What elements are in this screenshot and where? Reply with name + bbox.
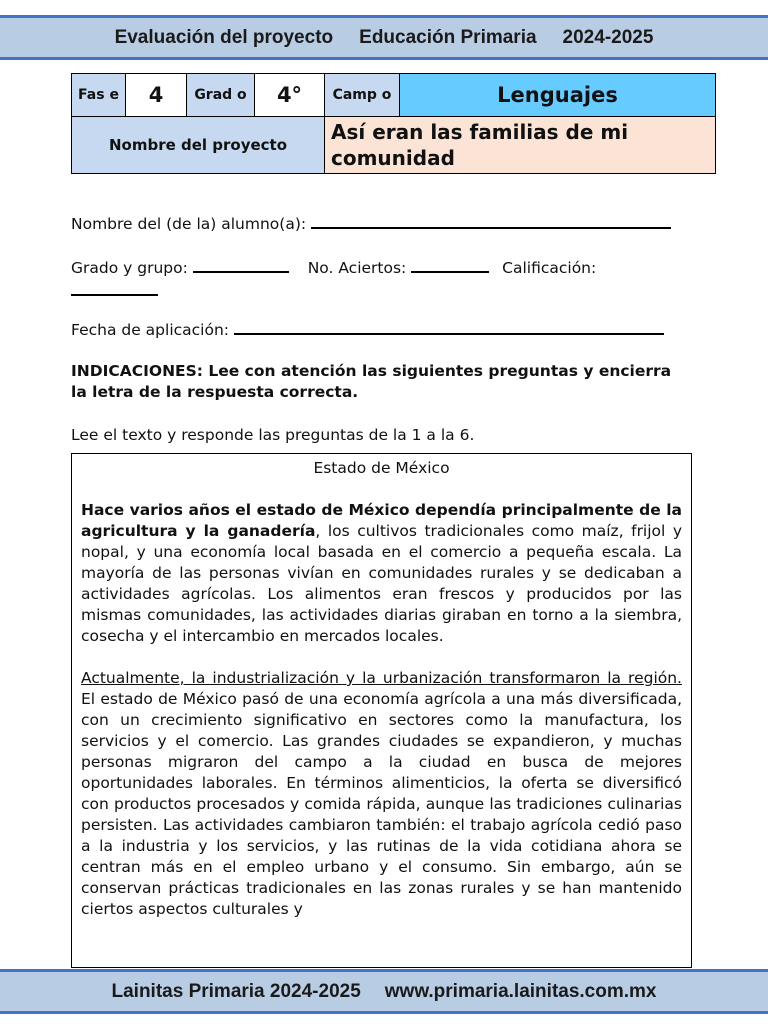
proyecto-value: Así eran las familias de mi comunidad bbox=[325, 117, 716, 174]
footer-band bbox=[0, 969, 768, 1014]
proyecto-label: Nombre del proyecto bbox=[72, 117, 325, 174]
header-band bbox=[0, 15, 768, 60]
grado-grupo-label: Grado y grupo: bbox=[71, 259, 188, 277]
reading-prompt: Lee el texto y responde las preguntas de la 1 a la 6. bbox=[71, 426, 475, 444]
project-info-table bbox=[71, 73, 716, 174]
header-year: 2024-2025 bbox=[562, 26, 654, 48]
footer-site-name: Lainitas Primaria 2024-2025 bbox=[111, 980, 361, 1002]
fecha-field[interactable] bbox=[234, 319, 664, 335]
calificacion-field[interactable] bbox=[71, 280, 158, 296]
reading-text-box bbox=[71, 453, 692, 968]
fecha-label: Fecha de aplicación: bbox=[71, 321, 230, 339]
grado-label: Grad o bbox=[187, 74, 255, 117]
header-title: Evaluación del proyecto bbox=[114, 26, 334, 48]
nombre-field[interactable] bbox=[311, 213, 671, 229]
reading-title: Estado de México bbox=[313, 459, 450, 477]
nombre-row bbox=[71, 213, 671, 233]
reading-paragraph-1 bbox=[81, 500, 682, 647]
calificacion-label: Calificación: bbox=[502, 259, 597, 277]
grado-value: 4° bbox=[255, 74, 325, 117]
footer-url[interactable]: www.primaria.lainitas.com.mx bbox=[384, 980, 657, 1002]
campo-label: Camp o bbox=[325, 74, 400, 117]
nombre-label: Nombre del (de la) alumno(a): bbox=[71, 215, 307, 233]
fase-value: 4 bbox=[126, 74, 187, 117]
paragraph-1-rest: , los cultivos tradicionales como maíz, frijol y nopal, y una economía local basada en el comercio a pequeña escala. La mayoría de las personas vivían en comunidades rurales y se dedicaban a actividades agrícolas. Los alimentos eran frescos y producidos por las mismas comunidades, las actividades diarias giraban en torno a la siembra, cosecha y el intercambio en mercados locales. bbox=[81, 522, 683, 645]
reading-paragraph-2 bbox=[81, 668, 682, 920]
fecha-row bbox=[71, 319, 664, 339]
instructions: INDICACIONES: Lee con atención las siguientes preguntas y encierra la letra de la respuesta correcta. bbox=[71, 362, 672, 401]
paragraph-2-underlined: Actualmente, la industrialización y la urbanización transformaron la región. bbox=[81, 669, 682, 687]
aciertos-field[interactable] bbox=[411, 257, 489, 273]
grado-grupo-row bbox=[71, 257, 596, 277]
campo-value: Lenguajes bbox=[400, 74, 716, 117]
fase-label: Fas e bbox=[72, 74, 126, 117]
grado-grupo-field[interactable] bbox=[193, 257, 289, 273]
paragraph-1-bold: Hace varios años el estado de México dependía principalmente de la agricultura y la ganadería bbox=[81, 501, 682, 540]
calificacion-row bbox=[71, 280, 158, 300]
aciertos-label: No. Aciertos: bbox=[307, 259, 407, 277]
paragraph-2-rest: El estado de México pasó de una economía agrícola a una más diversificada, con un crecimiento significativo en sectores como la manufactura, los servicios y el comercio. Las grandes ciudades se expandieron, y muchas personas migraron del campo a la ciudad en busca de mejores oportunidades laborales. En términos alimenticios, la oferta se diversificó con productos procesados y comida rápida, aunque las tradiciones culinarias persisten. Las actividades cambiaron también: el trabajo agrícola cedió paso a la industria y los servicios, y las rutinas de la vida cotidiana ahora se centran más en el empleo urbano y el consumo. Sin embargo, aún se conservan prácticas tradicionales en las zonas rurales y se han mantenido ciertos aspectos culturales y bbox=[81, 690, 682, 918]
header-level: Educación Primaria bbox=[359, 26, 537, 48]
